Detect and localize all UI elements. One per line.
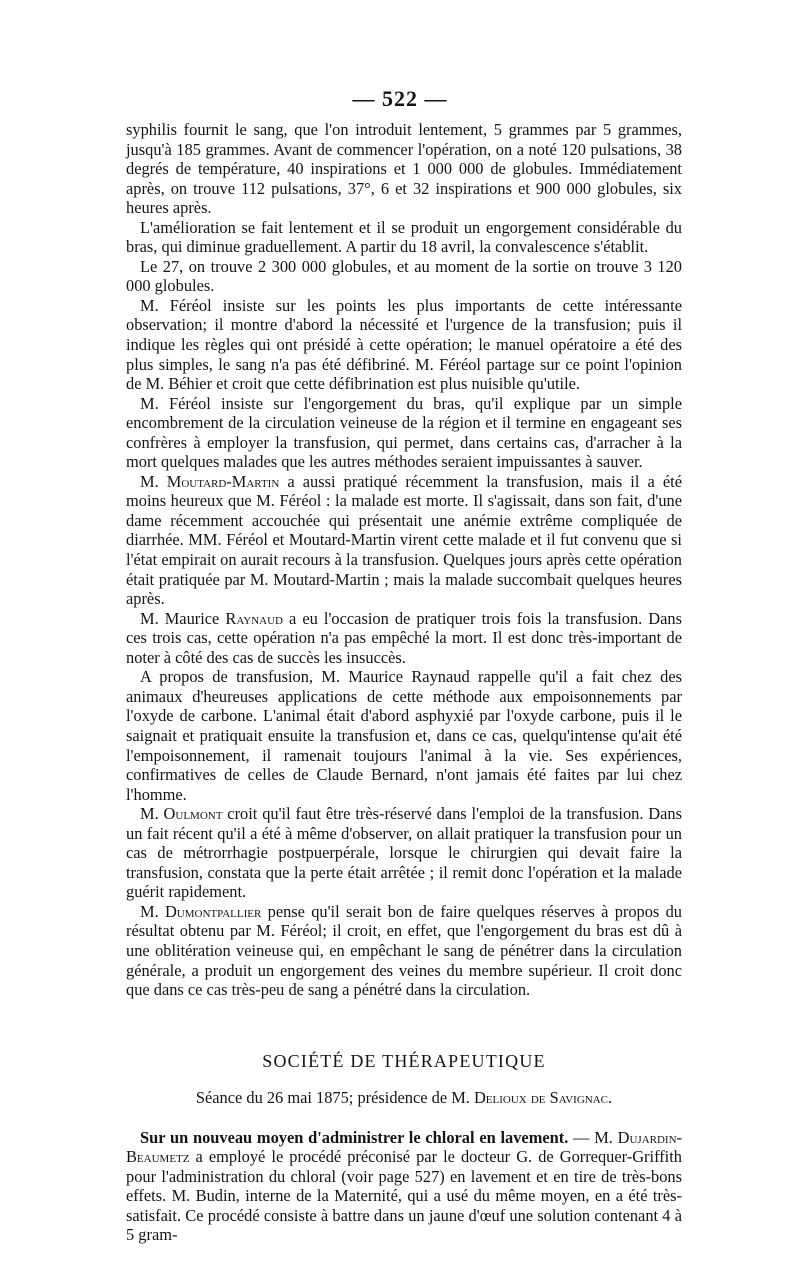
article-text: a employé le procédé préconisé par le docteur G. de Gorrequer-Griffith pour l'administration du chloral (voir page 527) en lavement et en tire de très-bons effets. M. Budin, interne de la Maternité, qui a usé du même moyen, en a été très-satisfait. Ce procédé consiste à battre dans un jaune d'œuf une solution contenant 4 à 5 gram- (126, 1147, 682, 1245)
raynaud-prefix: M. Maurice (140, 608, 226, 628)
paragraph-chloral (126, 1128, 682, 1245)
seance-president: Delioux de Savignac (473, 1087, 609, 1107)
section-title: SOCIÉTÉ DE THÉRAPEUTIQUE (262, 1050, 546, 1071)
raynaud-name: Raynaud (225, 608, 283, 628)
moutard-text: a aussi pratiqué récemment la transfusion, mais il a été moins heureux que M. Féréol : la malade est morte. Il s'agissait, dans son fait, d'une dame récemment accouchée qui présentait une anémie extrême compliquée de diarrhée. MM. Féréol et Moutard-Martin virent cette malade et il fut convenu que si l'état empirait on aurait recours à la transfusion. Quelques jours après cette opération était pratiquée par M. Moutard-Martin ; mais la malade succombait quelques heures après. (126, 471, 682, 609)
dumontpallier-name: Dumontpallier (164, 901, 262, 921)
article-title: Sur un nouveau moyen d'administrer le chloral en lavement. (140, 1127, 569, 1147)
oulmont-prefix: M. (140, 804, 164, 824)
paragraph-oulmont (126, 804, 682, 902)
paragraph-globules: Le 27, on trouve 2 300 000 globules, et au moment de la sortie on trouve 3 120 000 globules. (126, 256, 682, 296)
paragraph-fereol-observation: M. Féréol insiste sur les points les plus importants de cette intéressante observation; il montre d'abord la nécessité et l'urgence de la transfusion; puis il indique les règles qui ont présidé à cette opération; le manuel opératoire a été des plus simples, le sang n'a pas été défibriné. M. Féréol partage sur ce point l'opinion de M. Béhier et croit que cette défibrination est plus nuisible qu'utile. (126, 295, 682, 394)
oulmont-text: croit qu'il faut être très-réservé dans l'emploi de la transfusion. Dans un fait récent qu'il a été à même d'observer, on allait pratiquer la transfusion pour un cas de métrorrhagie postpuerpérale, lorsque le chirurgien qui devait faire la transfusion, constata que la perte était arrêtée ; il remit donc l'opération et la malade guérit rapidement. (126, 804, 682, 902)
dumontpallier-text: pense qu'il serait bon de faire quelques réserves à propos du résultat obtenu par M. Féréol; il croit, en effet, que l'engorgement du bras est dû à une oblitération veineuse qui, en empêchant le sang de pénétrer dans la circulation générale, a produit un engorgement des veines du membre supérieur. Il croit donc que dans ce cas très-peu de sang a pénétré dans la circulation. (126, 901, 682, 1000)
paragraph-carbone: A propos de transfusion, M. Maurice Raynaud rappelle qu'il a fait chez des animaux d'heureuses applications de cette méthode aux empoisonnements par l'oxyde de carbone. L'animal était d'abord asphyxié par l'oxyde carbone, puis il le saignait et pratiquait ensuite la transfusion et, dans ce cas, quelqu'intense qu'ait été l'empoisonnement, il ramenait toujours l'animal à la vie. Ses expériences, confirmatives de celles de Claude Bernard, n'ont jamais été faites par lui chez l'homme. (126, 667, 682, 804)
page-number: — 522 — (352, 86, 448, 111)
oulmont-name: Oulmont (163, 804, 223, 824)
seance-line (126, 1088, 682, 1108)
moutard-prefix: M. (140, 471, 167, 491)
seance-suffix: . (608, 1087, 613, 1107)
article-author: Dujardin-Beaumetz (126, 1127, 682, 1167)
dumontpallier-prefix: M. (140, 901, 165, 921)
paragraph-syphilis: syphilis fournit le sang, que l'on introduit lentement, 5 grammes par 5 grammes, jusqu'à 185 grammes. Avant de commencer l'opération, on a noté 120 pulsations, 38 degrés de température, 40 inspirations et 1 000 000 de globules. Immédiatement après, on trouve 112 pulsations, 37°, 6 et 32 inspirations et 900 000 globules, six heures après. (126, 120, 682, 218)
paragraph-moutard-martin (126, 472, 682, 609)
moutard-name: Moutard-Martin (166, 471, 280, 491)
seance-prefix: Séance du 26 mai 1875; présidence de M. (195, 1087, 474, 1107)
paragraph-raynaud (126, 609, 682, 668)
paragraph-amelioration: L'amélioration se fait lentement et il se produit un engorgement considérable du bras, qui diminue graduellement. A partir du 18 avril, la convalescence s'établit. (126, 217, 682, 257)
raynaud-text: a eu l'occasion de pratiquer trois fois la transfusion. Dans ces trois cas, cette opération n'a pas empêché la mort. Il est donc très-important de noter à côté des cas de succès les insuccès. (126, 608, 682, 667)
paragraph-dumontpallier (126, 902, 682, 1000)
article-dash: — M. (568, 1127, 618, 1147)
paragraph-fereol-engorgement: M. Féréol insiste sur l'engorgement du bras, qu'il explique par un simple encombrement de la circulation veineuse de la région et il termine en engageant ses confrères à employer la transfusion, qui permet, dans certains cas, d'arracher à la mort quelques malades que les autres méthodes seraient impuissantes à sauver. (126, 393, 682, 472)
text-column (126, 120, 682, 1245)
